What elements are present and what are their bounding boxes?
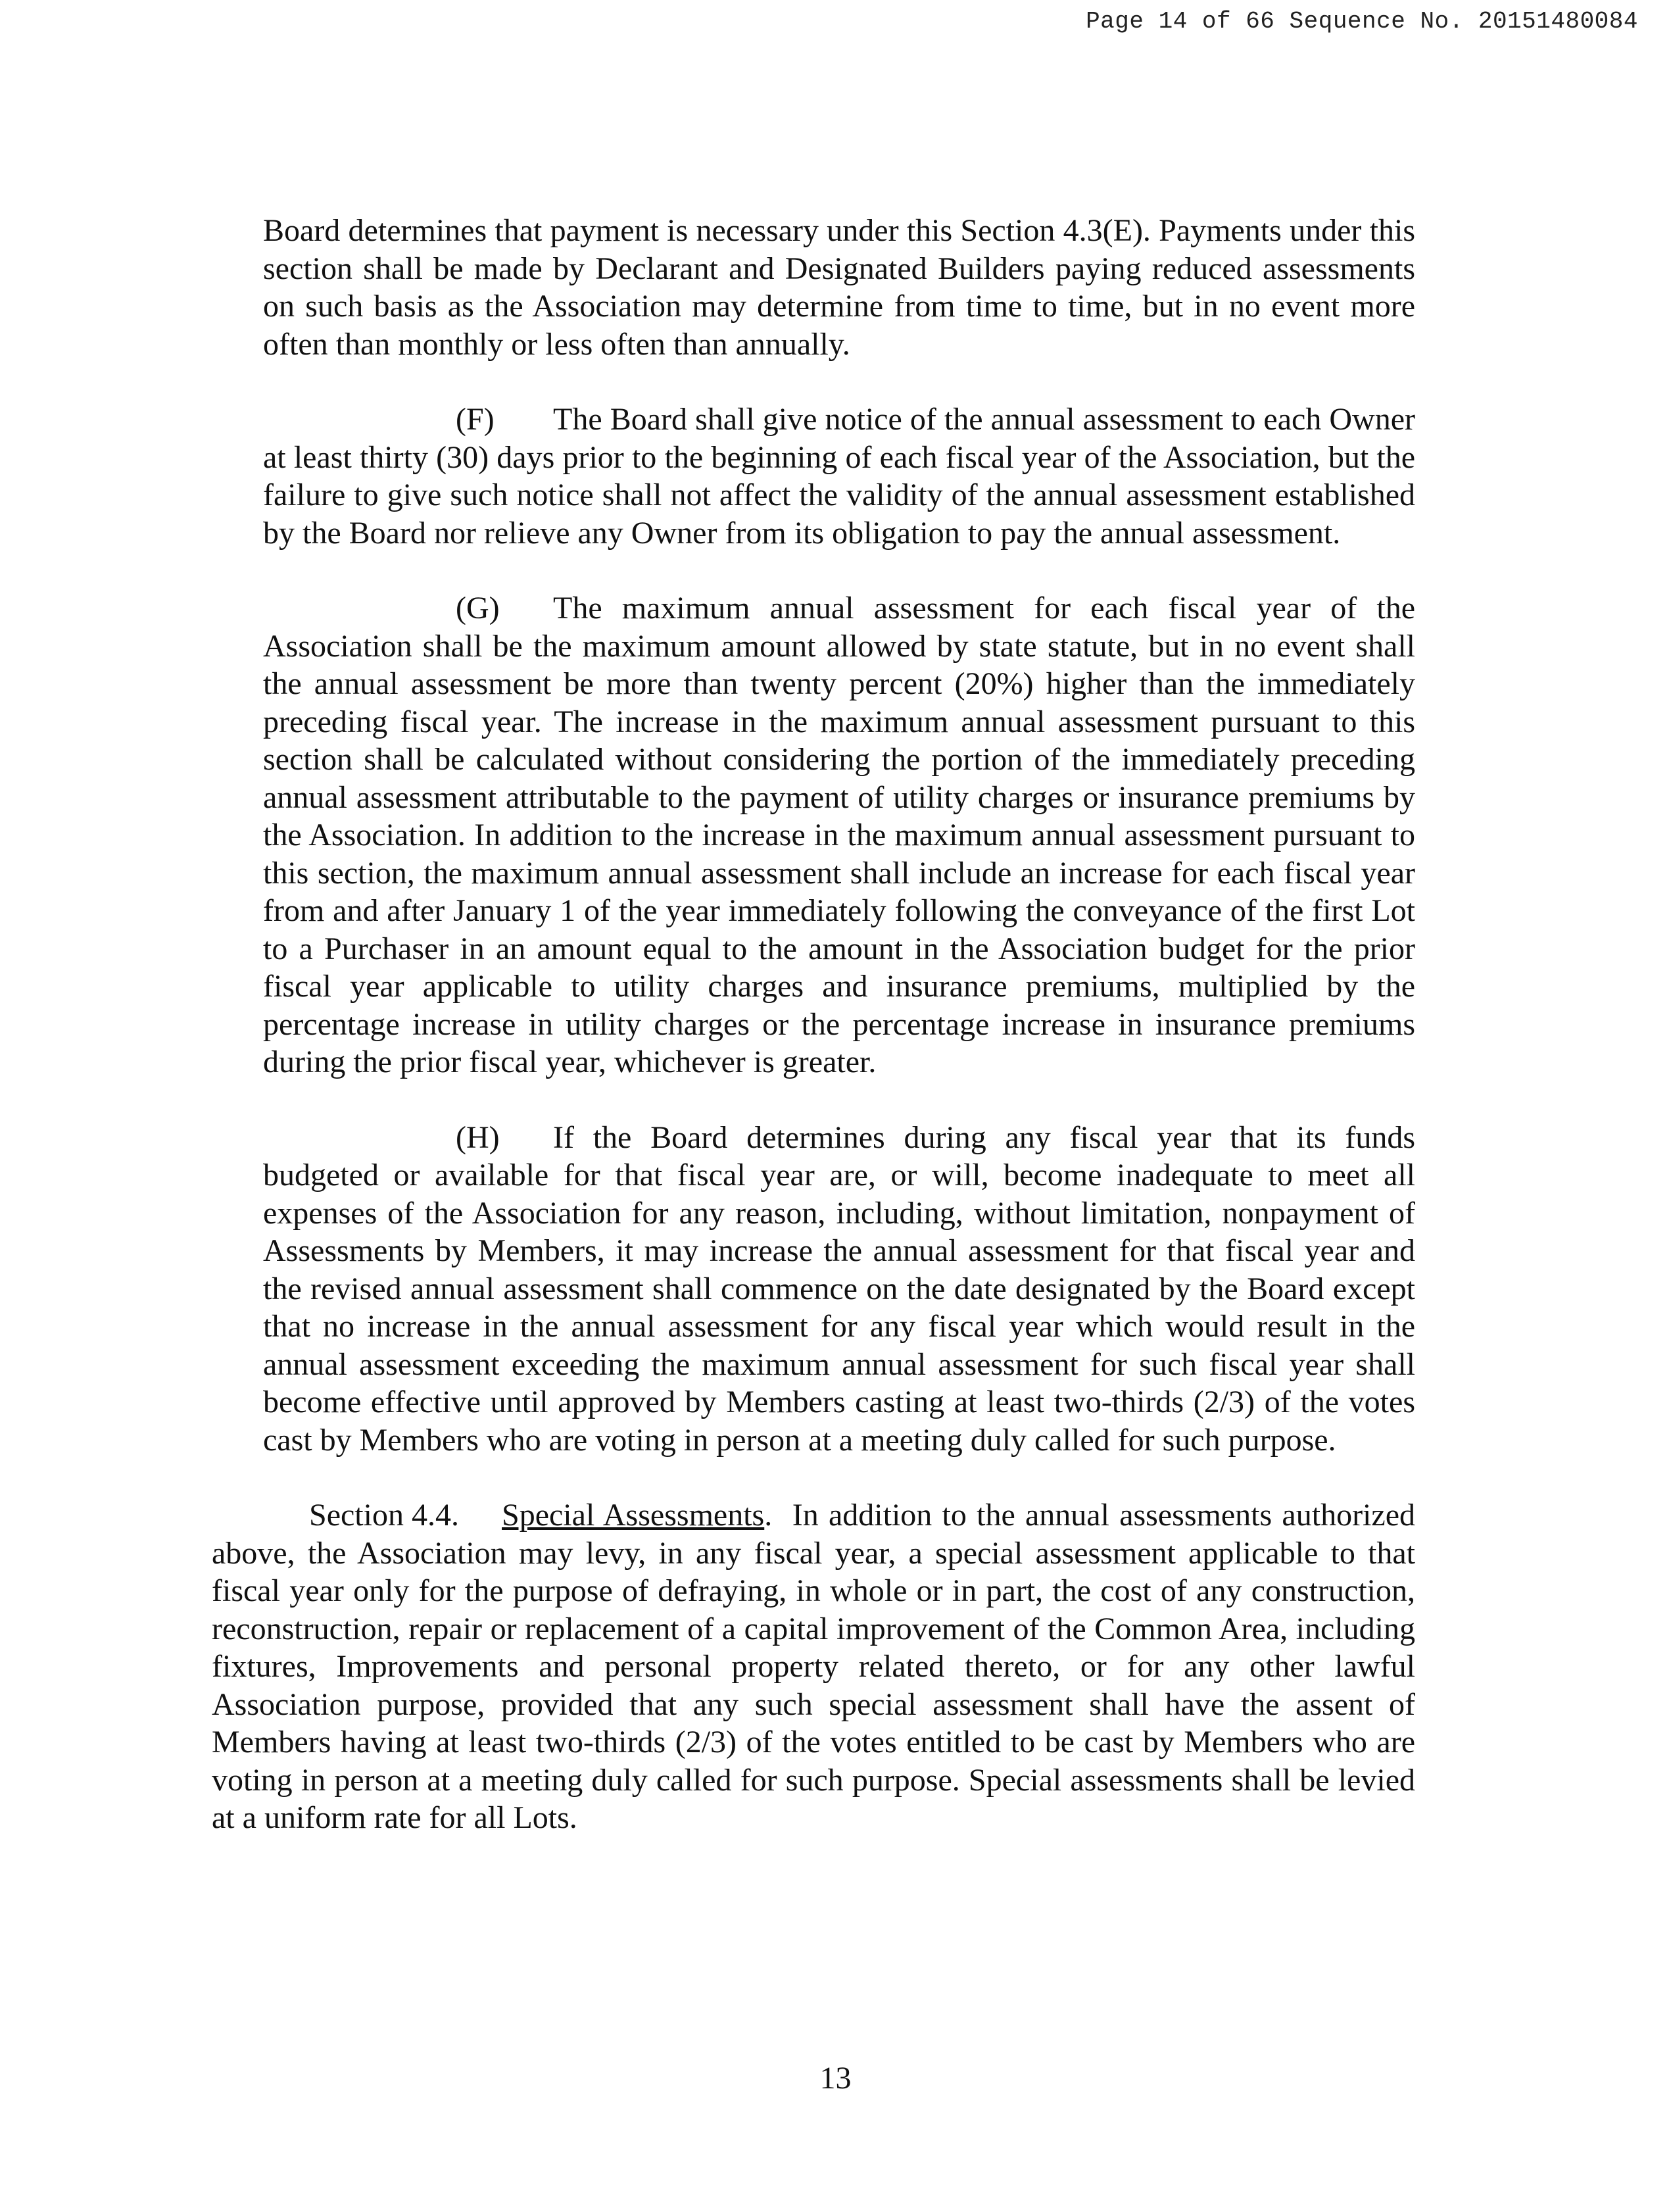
paragraph-h-text: If the Board determines during any fiscal year that its funds budgeted or available for that fiscal year are, or will, become inadequate to meet all expenses of the Association for any reason, including, without limitation, nonpayment of Assessments by Members, it may increase the annual assessment for that fiscal year and the revised annual assessment shall commence on the date designated by the Board except that no increase in the annual assessment for any fiscal year which would result in the annual assessment exceeding the maximum annual assessment for such fiscal year shall become effective until approved by Members casting at least two-thirds (2/3) of the votes cast by Members who are voting in person at a meeting duly called for such purpose. <box>263 1119 1415 1458</box>
section-4-4-title-punct: . <box>764 1498 773 1533</box>
section-4-4 <box>212 1496 1415 1837</box>
page-header: Page 14 of 66 Sequence No. 20151480084 <box>1086 8 1638 35</box>
paragraph-f-marker: (F) <box>456 402 495 437</box>
page-number: 13 <box>819 2061 852 2096</box>
document-body <box>212 212 1415 1837</box>
paragraph-g-text: The maximum annual assessment for each fiscal year of the Association shall be the maximum amount allowed by state statute, but in no event shall the annual assessment be more than twenty percent (20%) higher than the immediately preceding fiscal year. The increase in the maximum annual assessment pursuant to this section shall be calculated without considering the portion of the immediately preceding annual assessment attributable to the payment of utility charges or insurance premiums by the Association. In addition to the increase in the maximum annual assessment pursuant to this section, the maximum annual assessment shall include an increase for each fiscal year from and after January 1 of the year immediately following the conveyance of the first Lot to a Purchaser in an amount equal to the amount in the Association budget for the prior fiscal year applicable to utility charges and insurance premiums, multiplied by the percentage increase in utility charges or the percentage increase in insurance premiums during the prior fiscal year, whichever is greater. <box>263 591 1415 1079</box>
paragraph-g-marker: (G) <box>456 591 500 626</box>
section-4-4-title: Special Assessments <box>502 1498 765 1533</box>
paragraph-g <box>263 589 1415 1081</box>
section-4-4-text: In addition to the annual assessments authorized above, the Association may levy, in any fiscal year, a special assessment applicable to that fiscal year only for the purpose of defraying, in whole or in part, the cost of any construction, reconstruction, repair or replacement of a capital improvement of the Common Area, including fixtures, Improvements and personal property related thereto, or for any other lawful Association purpose, provided that any such special assessment shall have the assent of Members having at least two-thirds (2/3) of the votes entitled to be cast by Members who are voting in person at a meeting duly called for such purpose. Special assessments shall be levied at a uniform rate for all Lots. <box>212 1498 1415 1835</box>
paragraph-f <box>263 401 1415 552</box>
paragraph-e-continued: Board determines that payment is necessary under this Section 4.3(E). Payments under this section shall be made by Declarant and Designated Builders paying reduced assessments on such basis as the Association may determine from time to time, but in no event more often than monthly or less often than annually. <box>263 213 1415 362</box>
paragraph-f-text: The Board shall give notice of the annual assessment to each Owner at least thirty (30) days prior to the beginning of each fiscal year of the Association, but the failure to give such notice shall not affect the validity of the annual assessment established by the Board nor relieve any Owner from its obligation to pay the annual assessment. <box>263 402 1415 551</box>
paragraph-h <box>263 1119 1415 1460</box>
paragraph-h-marker: (H) <box>456 1119 500 1155</box>
section-4-4-number: Section 4.4. <box>309 1498 459 1533</box>
